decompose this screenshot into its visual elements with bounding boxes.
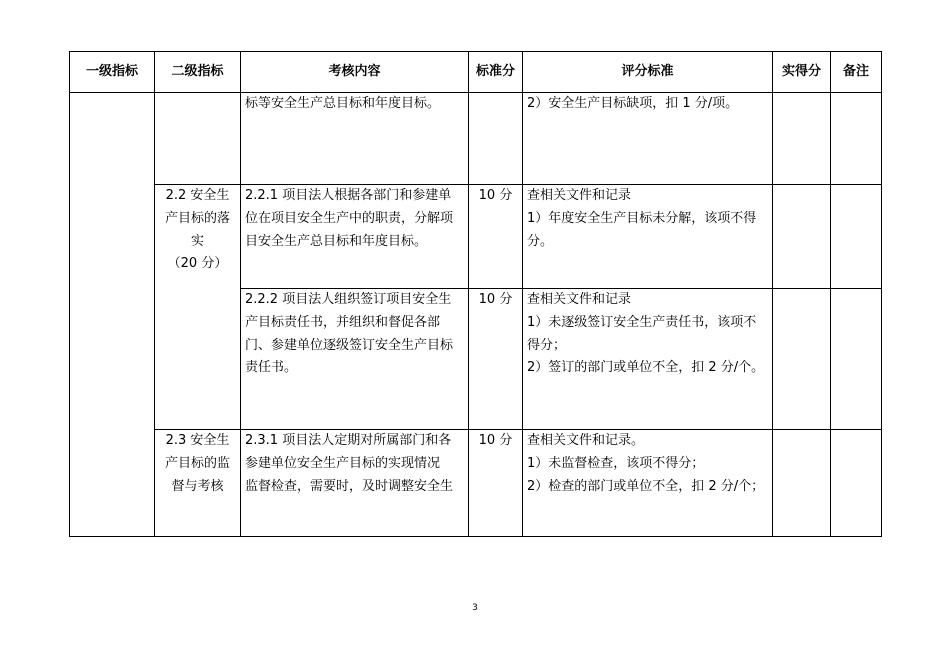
level2-line: （20 分） (167, 256, 228, 272)
criteria-line: 2）检查的部门或单位不全，扣 2 分/个； (527, 478, 765, 494)
criteria-line: 1）未监督检查，该项不得分； (527, 455, 705, 471)
content-cell (241, 430, 469, 537)
criteria-line: 2）安全生产目标缺项，扣 1 分/项。 (527, 96, 739, 111)
content-line: 监督检查，需要时，及时调整安全生 (245, 478, 454, 494)
page-number: 3 (472, 603, 478, 613)
content-line: 产目标责任书，并组织和督促各部 (245, 314, 441, 330)
criteria-line: 1）年度安全生产目标未分解，该项不得 (527, 210, 757, 226)
evaluation-table (69, 51, 882, 537)
remarks-cell (831, 289, 882, 430)
level2-line: 2.3 安全生 (165, 433, 230, 448)
header-criteria: 评分标准 (523, 52, 773, 93)
table-row (70, 430, 882, 537)
criteria-cell (523, 185, 773, 289)
content-line: 2.2.1 项目法人根据各部门和参建单 (245, 188, 452, 203)
score-cell: 10 分 (469, 185, 523, 289)
criteria-cell (523, 289, 773, 430)
content-line: 参建单位安全生产目标的实现情况 (245, 455, 441, 471)
level2-cell (155, 93, 241, 185)
actual-score-cell (773, 93, 831, 185)
remarks-cell (831, 430, 882, 537)
content-cell (241, 185, 469, 289)
content-line: 门、参建单位逐级签订安全生产目标 (245, 337, 454, 353)
header-remarks: 备注 (831, 52, 882, 93)
score-cell: 10 分 (469, 430, 523, 537)
content-line: 责任书。 (245, 360, 298, 376)
content-line: 位在项目安全生产中的职责，分解项 (245, 210, 454, 226)
level2-line: 产目标的落 (164, 210, 230, 226)
table-row (70, 185, 882, 289)
content-line: 2.3.1 项目法人定期对所属部门和各 (245, 433, 452, 448)
content-cell (241, 289, 469, 430)
level1-cell (70, 93, 155, 537)
criteria-line: 查相关文件和记录。 (527, 433, 645, 448)
level2-line: 产目标的监 (164, 455, 230, 471)
score-cell (469, 93, 523, 185)
header-content: 考核内容 (241, 52, 469, 93)
criteria-cell (523, 93, 773, 185)
table-row (70, 93, 882, 185)
header-row (70, 52, 882, 93)
content-line: 目安全生产总目标和年度目标。 (245, 233, 428, 249)
actual-score-cell (773, 289, 831, 430)
criteria-line: 查相关文件和记录 (527, 292, 632, 307)
score-cell: 10 分 (469, 289, 523, 430)
content-line: 2.2.2 项目法人组织签订项目安全生 (245, 292, 452, 307)
content-cell (241, 93, 469, 185)
level2-line: 督与考核 (171, 478, 224, 494)
actual-score-cell (773, 430, 831, 537)
criteria-line: 查相关文件和记录 (527, 188, 632, 203)
header-standard-score: 标准分 (469, 52, 523, 93)
header-level1: 一级指标 (70, 52, 155, 93)
level2-cell (155, 430, 241, 537)
actual-score-cell (773, 185, 831, 289)
level2-cell (155, 185, 241, 430)
criteria-line: 2）签订的部门或单位不全，扣 2 分/个。 (527, 360, 765, 376)
content-line: 标等安全生产总目标和年度目标。 (245, 96, 441, 111)
header-actual-score: 实得分 (773, 52, 831, 93)
header-level2: 二级指标 (155, 52, 241, 93)
level2-line: 实 (190, 233, 204, 249)
level2-line: 2.2 安全生 (165, 188, 230, 203)
remarks-cell (831, 185, 882, 289)
criteria-line: 得分； (527, 337, 567, 353)
remarks-cell (831, 93, 882, 185)
criteria-line: 1）未逐级签订安全生产责任书，该项不 (527, 314, 757, 330)
criteria-line: 分。 (527, 233, 554, 249)
criteria-cell (523, 430, 773, 537)
